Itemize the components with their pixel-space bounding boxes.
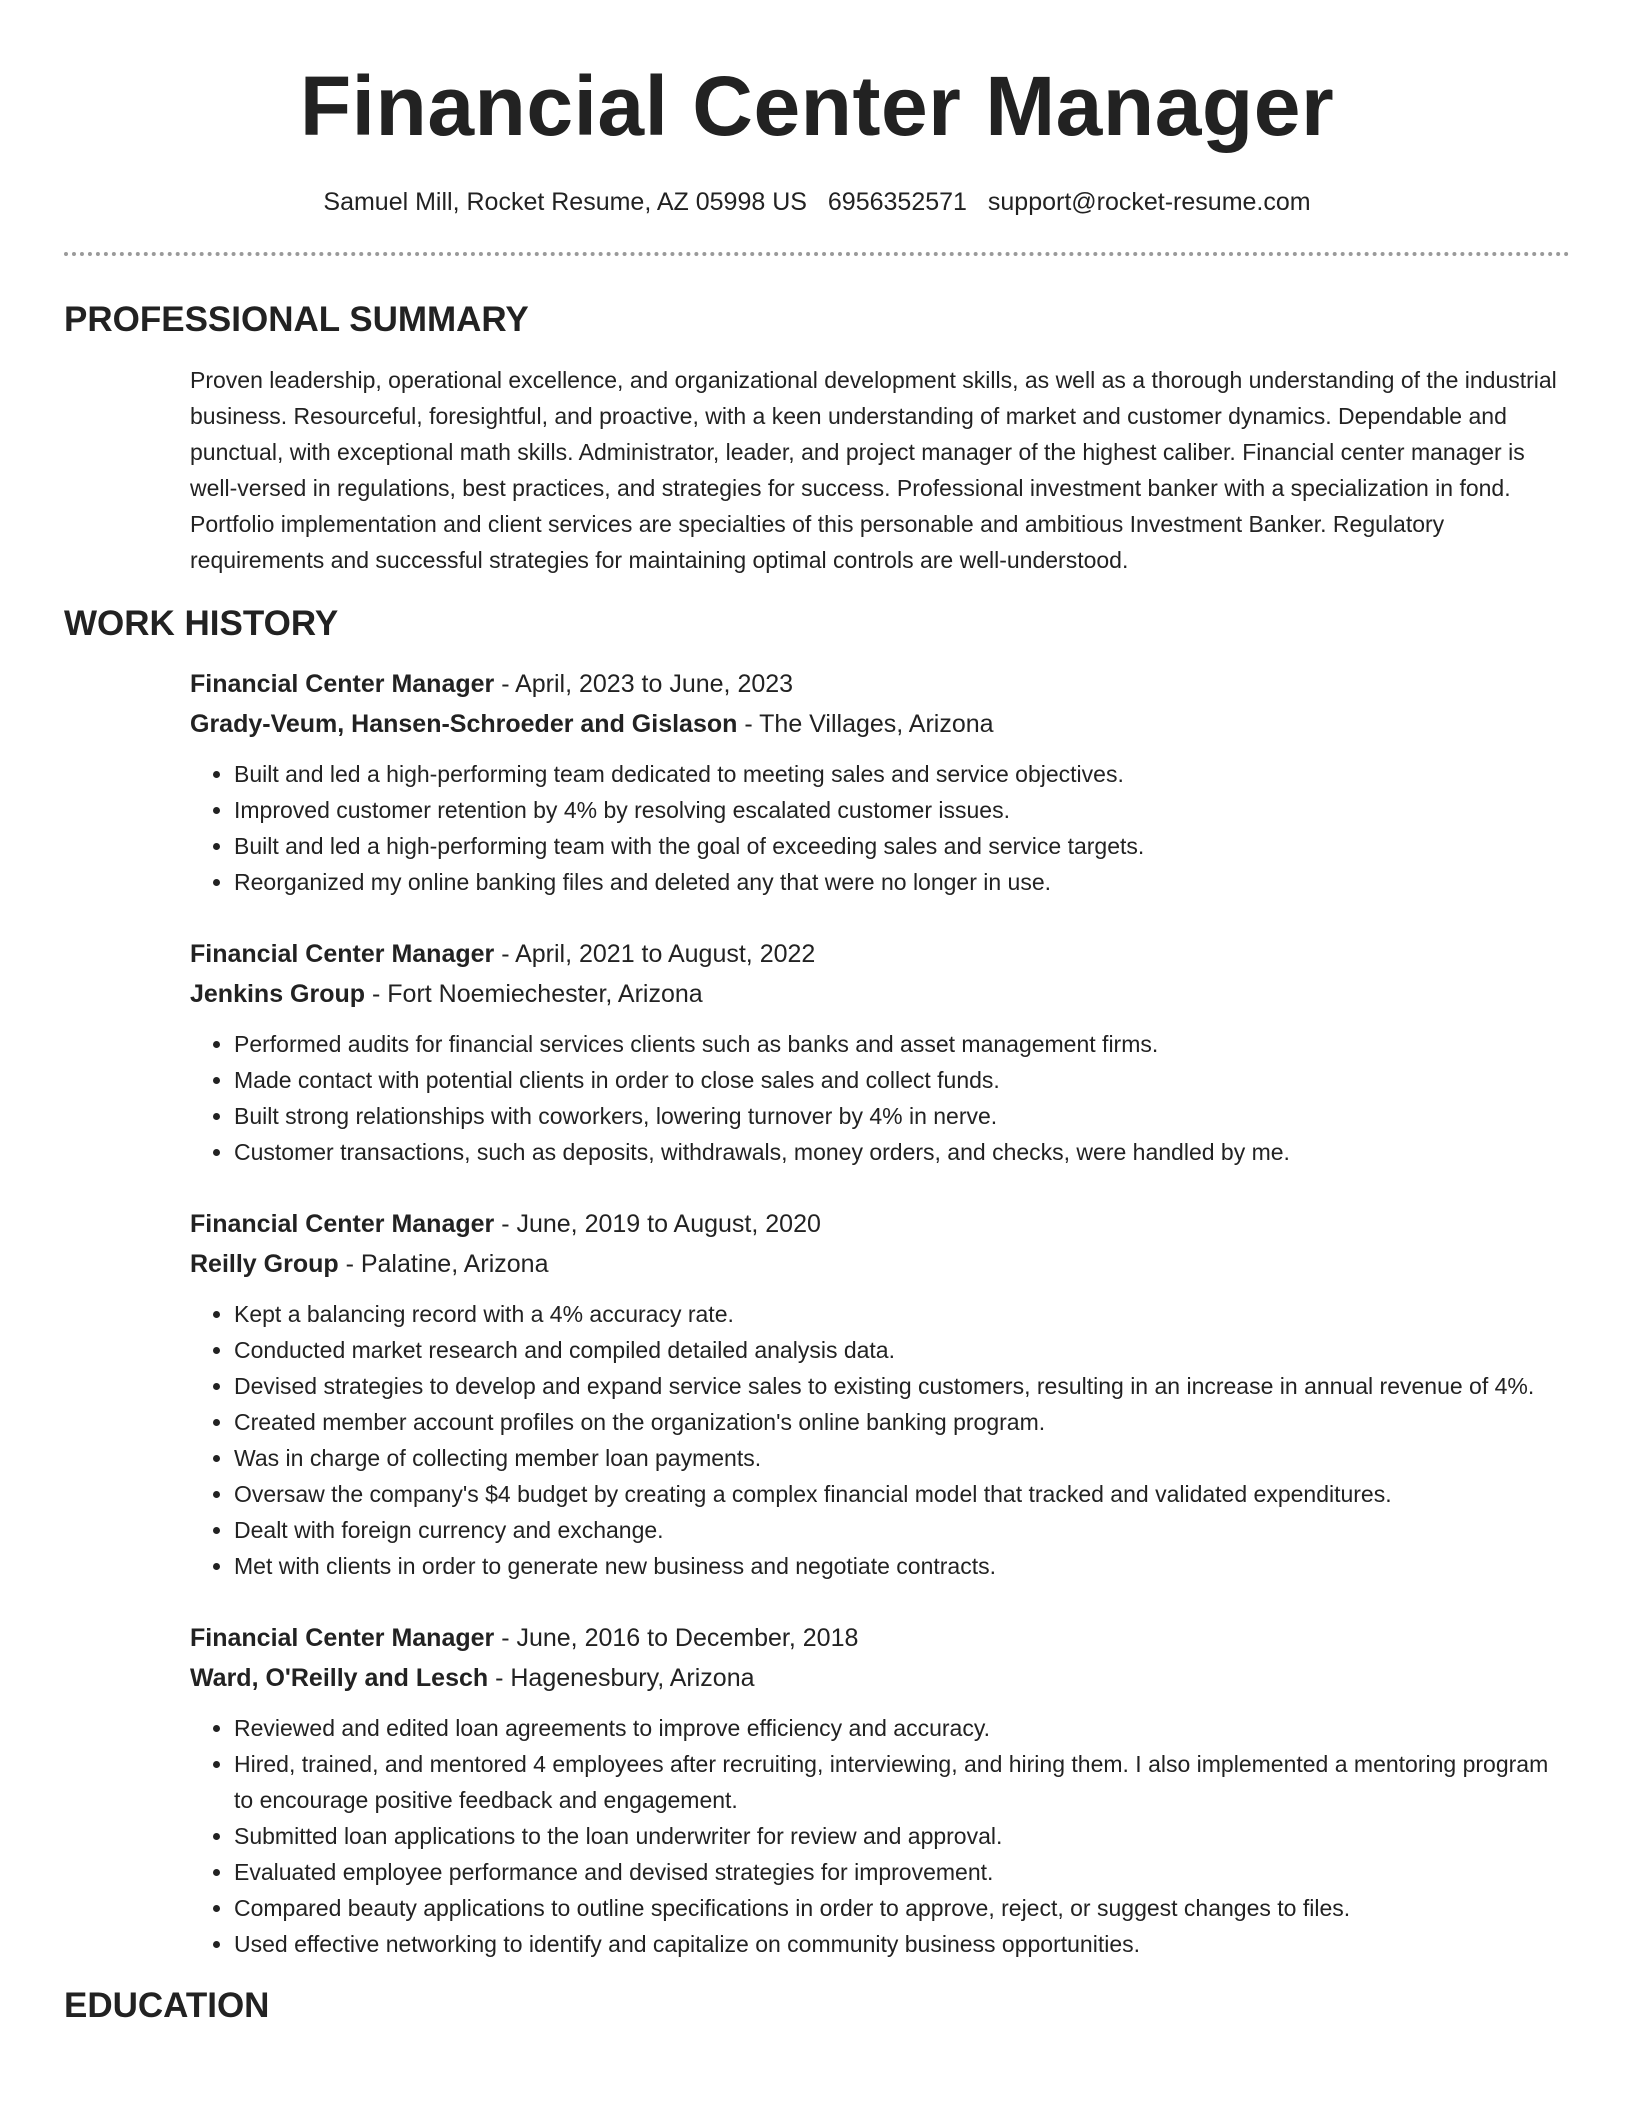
work-history-list bbox=[64, 664, 1570, 1962]
job-dates: - June, 2019 to August, 2020 bbox=[494, 1210, 821, 1238]
job-bullet: • Performed audits for financial services clients such as banks and asset management firms. bbox=[234, 1026, 1570, 1062]
job-company: Grady-Veum, Hansen-Schroeder and Gislason bbox=[190, 710, 738, 738]
job-bullet: • Reviewed and edited loan agreements to improve efficiency and accuracy. bbox=[234, 1710, 1570, 1746]
job-role-line bbox=[190, 934, 1570, 974]
job-bullet-list bbox=[190, 1026, 1570, 1170]
job-bullet: • Built and led a high-performing team with the goal of exceeding sales and service targets. bbox=[234, 828, 1570, 864]
job-bullet: • Was in charge of collecting member loan payments. bbox=[234, 1440, 1570, 1476]
job-bullet: • Conducted market research and compiled detailed analysis data. bbox=[234, 1332, 1570, 1368]
contact-line bbox=[64, 184, 1570, 220]
job-role-line bbox=[190, 1618, 1570, 1658]
job-bullet: • Made contact with potential clients in order to close sales and collect funds. bbox=[234, 1062, 1570, 1098]
job-bullet: • Compared beauty applications to outline specifications in order to approve, reject, or suggest changes to files. bbox=[234, 1890, 1570, 1926]
job-role-line bbox=[190, 664, 1570, 704]
job-company-line bbox=[190, 1244, 1570, 1284]
job-entry bbox=[190, 934, 1570, 1170]
job-location: - Hagenesbury, Arizona bbox=[488, 1664, 755, 1692]
contact-phone: 6956352571 bbox=[827, 188, 967, 216]
job-role-line bbox=[190, 1204, 1570, 1244]
job-entry bbox=[190, 1618, 1570, 1962]
job-role: Financial Center Manager bbox=[190, 1210, 495, 1238]
work-history-heading: WORK HISTORY bbox=[64, 604, 339, 643]
job-company: Reilly Group bbox=[190, 1250, 339, 1278]
job-location: - Fort Noemiechester, Arizona bbox=[365, 980, 703, 1008]
job-company-line bbox=[190, 1658, 1570, 1698]
job-bullet: • Devised strategies to develop and expand service sales to existing customers, resulting in an increase in annual revenue of 4%. bbox=[234, 1368, 1570, 1404]
job-entry bbox=[190, 664, 1570, 900]
contact-email: support@rocket-resume.com bbox=[987, 188, 1311, 216]
resume-title: Financial Center Manager bbox=[299, 59, 1335, 153]
job-dates: - April, 2023 to June, 2023 bbox=[494, 670, 794, 698]
contact-address: Samuel Mill, Rocket Resume, AZ 05998 US bbox=[323, 188, 807, 216]
job-bullet-list bbox=[190, 756, 1570, 900]
job-company: Ward, O'Reilly and Lesch bbox=[190, 1664, 489, 1692]
job-bullet: • Hired, trained, and mentored 4 employees after recruiting, interviewing, and hiring them. I also implemented a mentoring program to encourage positive feedback and engagement. bbox=[234, 1746, 1570, 1818]
job-company-line bbox=[190, 704, 1570, 744]
job-company-line bbox=[190, 974, 1570, 1014]
job-bullet: • Met with clients in order to generate new business and negotiate contracts. bbox=[234, 1548, 1570, 1584]
job-bullet: • Submitted loan applications to the loan underwriter for review and approval. bbox=[234, 1818, 1570, 1854]
job-bullet: • Customer transactions, such as deposits, withdrawals, money orders, and checks, were handled by me. bbox=[234, 1134, 1570, 1170]
job-bullet-list bbox=[190, 1710, 1570, 1962]
job-location: - The Villages, Arizona bbox=[737, 710, 994, 738]
job-role: Financial Center Manager bbox=[190, 940, 495, 968]
job-bullet: • Reorganized my online banking files and deleted any that were no longer in use. bbox=[234, 864, 1570, 900]
job-dates: - June, 2016 to December, 2018 bbox=[494, 1624, 859, 1652]
summary-heading: PROFESSIONAL SUMMARY bbox=[64, 300, 529, 339]
job-bullet: • Evaluated employee performance and devised strategies for improvement. bbox=[234, 1854, 1570, 1890]
job-bullet: • Built and led a high-performing team dedicated to meeting sales and service objectives. bbox=[234, 756, 1570, 792]
job-bullet: • Dealt with foreign currency and exchange. bbox=[234, 1512, 1570, 1548]
job-company: Jenkins Group bbox=[190, 980, 366, 1008]
summary-text: Proven leadership, operational excellence, and organizational development skills, as well as a thorough understanding of the industrial business. Resourceful, foresightful, and proactive, with a keen understanding of market and customer dynamics. Dependable and punctual, with exceptional math skills. Administrator, leader, and project manager of the highest caliber. Financial center manager is well-versed in regulations, best practices, and strategies for success. Professional investment banker with a specialization in fond. Portfolio implementation and client services are specialties of this personable and ambitious Investment Banker. Regulatory requirements and successful strategies for maintaining optimal controls are well-understood. bbox=[190, 367, 1557, 573]
job-bullet: • Kept a balancing record with a 4% accuracy rate. bbox=[234, 1296, 1570, 1332]
job-bullet-list bbox=[190, 1296, 1570, 1584]
job-bullet: • Improved customer retention by 4% by resolving escalated customer issues. bbox=[234, 792, 1570, 828]
job-entry bbox=[190, 1204, 1570, 1584]
education-heading: EDUCATION bbox=[64, 1986, 270, 2025]
job-bullet: • Built strong relationships with coworkers, lowering turnover by 4% in nerve. bbox=[234, 1098, 1570, 1134]
job-role: Financial Center Manager bbox=[190, 1624, 495, 1652]
resume-page bbox=[64, 0, 1570, 2028]
job-bullet: • Oversaw the company's $4 budget by creating a complex financial model that tracked and validated expenditures. bbox=[234, 1476, 1570, 1512]
job-dates: - April, 2021 to August, 2022 bbox=[494, 940, 816, 968]
job-bullet: • Used effective networking to identify and capitalize on community business opportunities. bbox=[234, 1926, 1570, 1962]
header-divider bbox=[64, 252, 1570, 256]
job-bullet: • Created member account profiles on the organization's online banking program. bbox=[234, 1404, 1570, 1440]
job-role: Financial Center Manager bbox=[190, 670, 495, 698]
job-location: - Palatine, Arizona bbox=[338, 1250, 549, 1278]
